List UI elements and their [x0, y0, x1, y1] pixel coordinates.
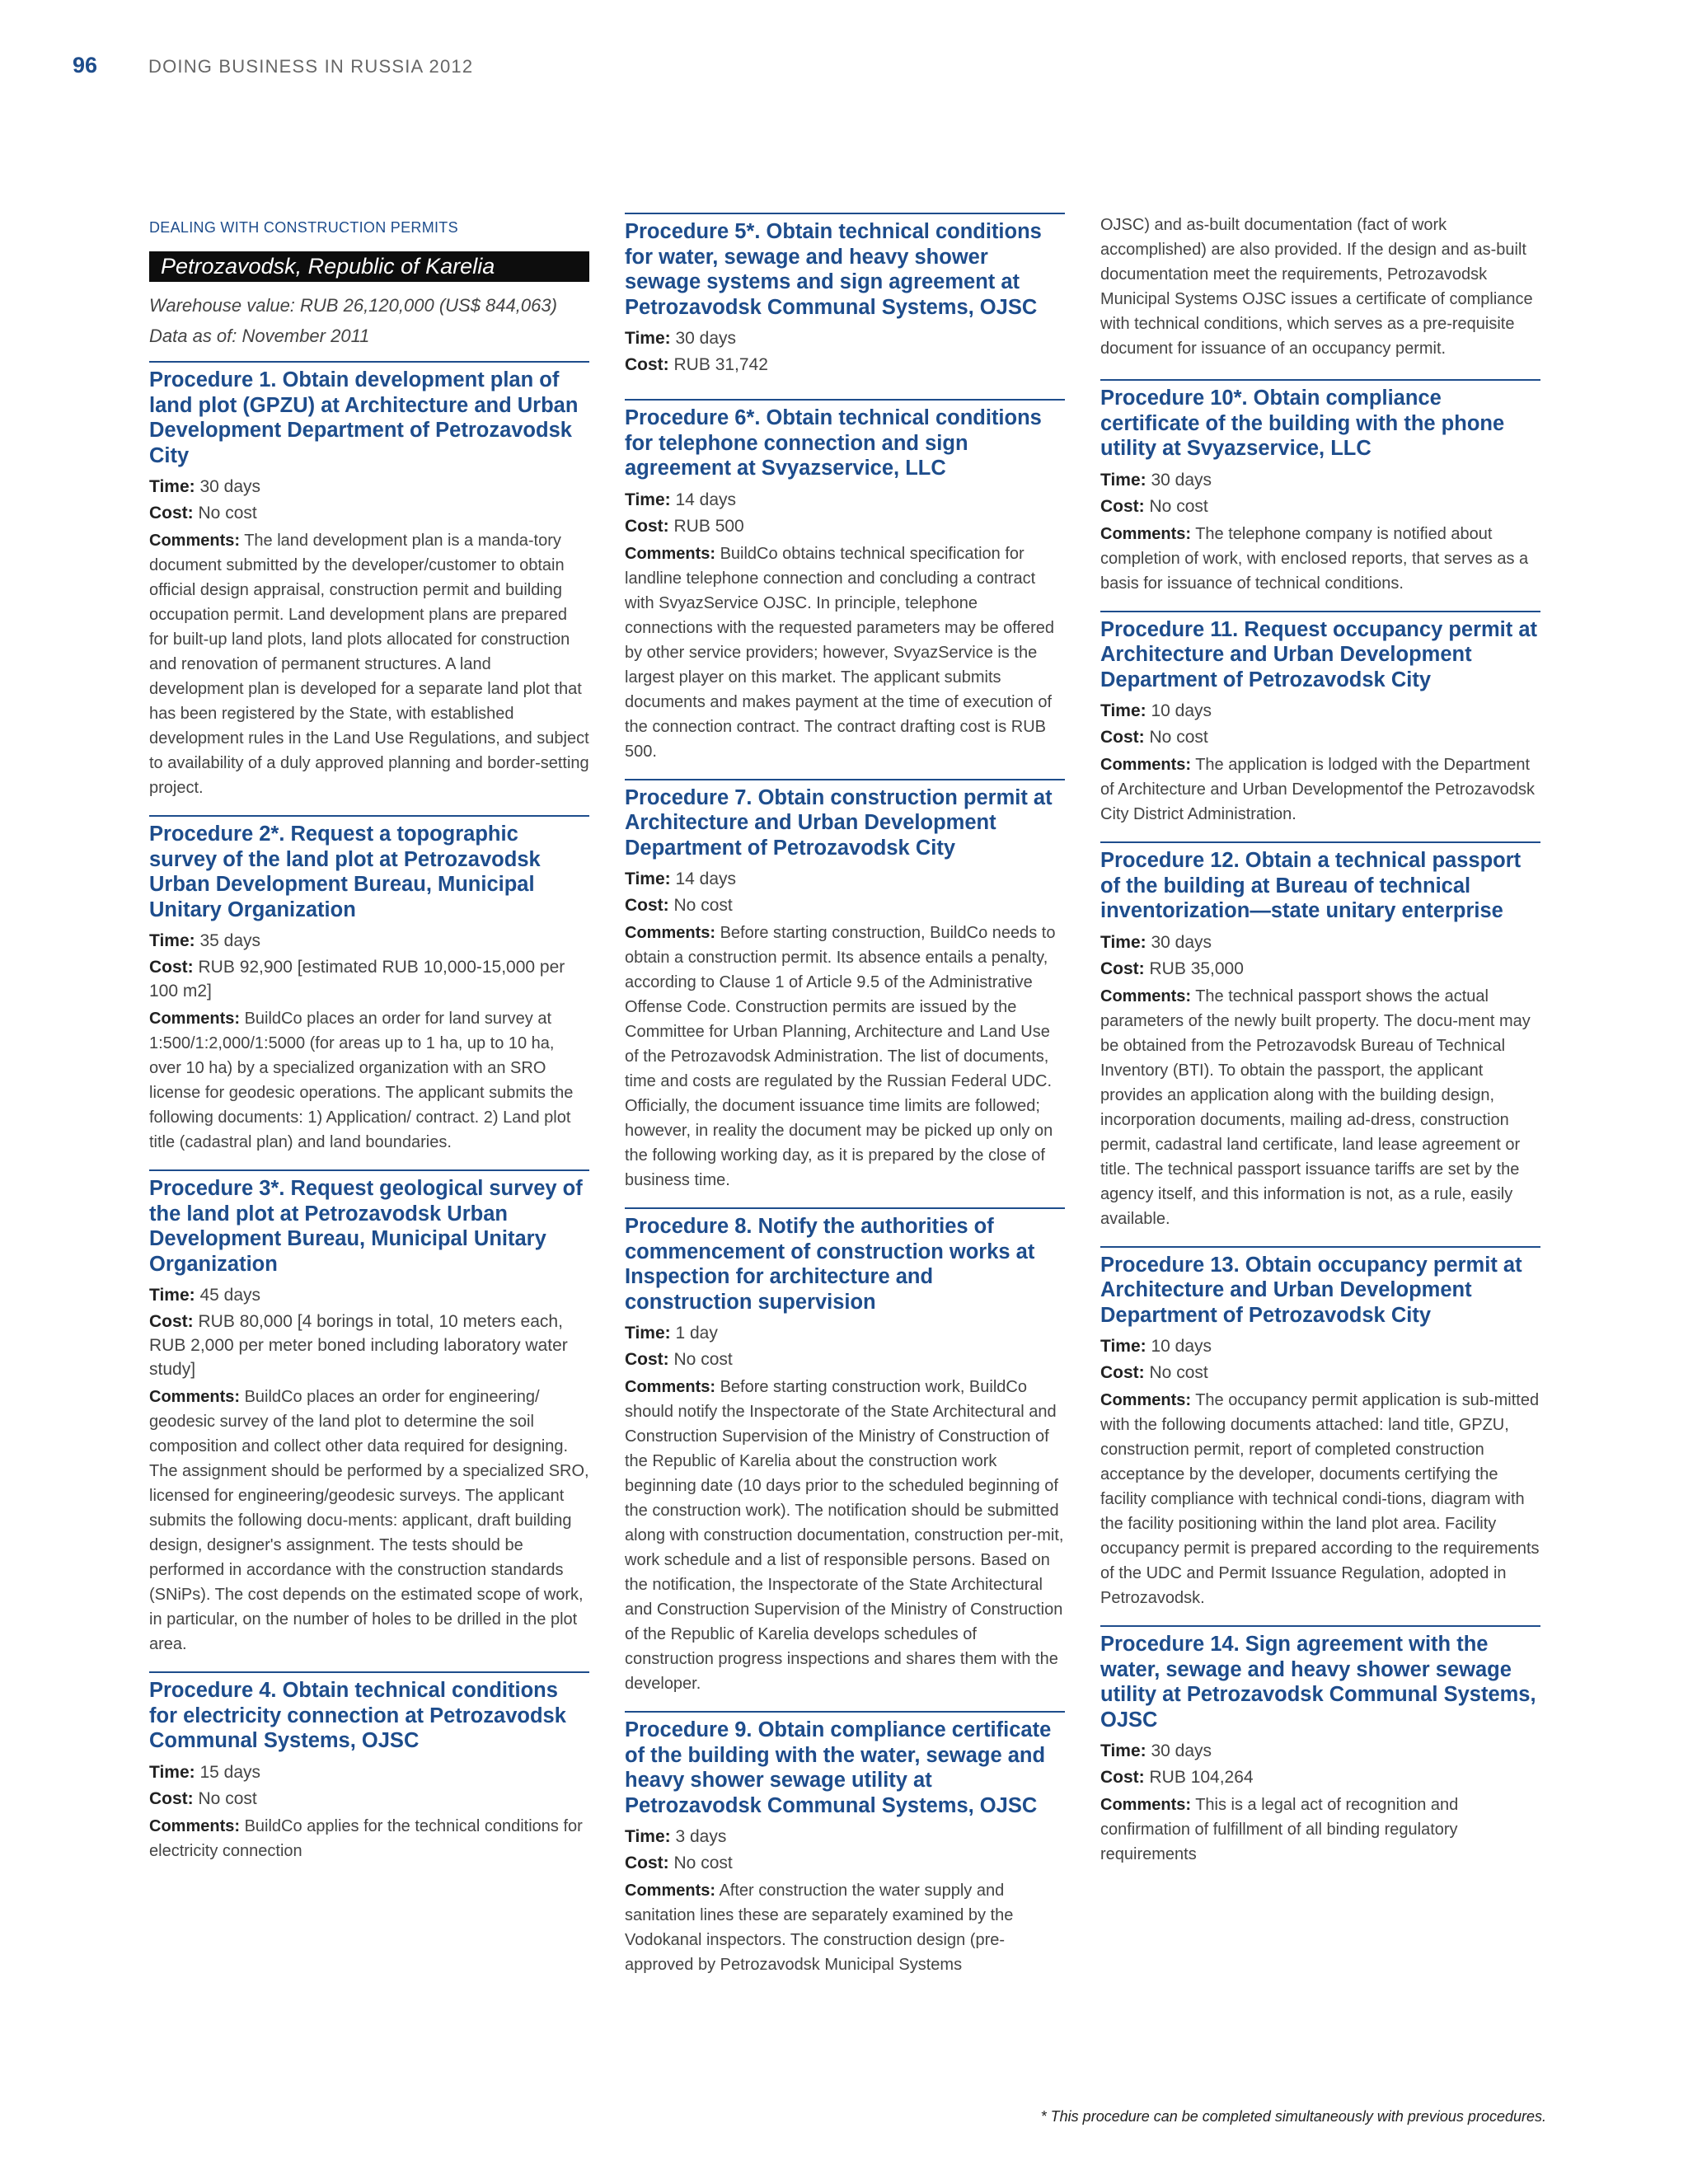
- time-value: 10 days: [1151, 701, 1212, 720]
- cost-value: RUB 104,264: [1149, 1768, 1254, 1787]
- procedure-comments: [149, 528, 589, 800]
- time-label: Time:: [1100, 932, 1146, 952]
- comments-text: BuildCo obtains technical specification for landline telephone connection and concluding a contract with SvyazService OJSC. In principle, telephone connections with the requested parameters may be offered by other service providers; however, SvyazService is the largest player on this market. The applicant submits documents and makes payment at the time of execution of the connection contract. The contract drafting cost is RUB 500.: [625, 544, 1055, 761]
- procedure-comments: [149, 1814, 589, 1863]
- comments-text: BuildCo applies for the technical conditions for electricity connection: [149, 1816, 583, 1860]
- procedure-time: [1100, 699, 1540, 723]
- comments-text: Before starting construction, BuildCo needs to obtain a construction permit. Its absence entails a penalty, according to Clause 1 of Article 9.5 of the Administrative Offense Code. Construction permits are issued by the Committee for Urban Planning, Architecture and Land Use of the Petrozavodsk Administration. The list of documents, time and costs are regulated by the Russian Federal UDC. Officially, the document issuance time limits are followed; however, in reality the document may be picked up only on the following working day, as it is prepared by the close of business time.: [625, 924, 1056, 1189]
- procedure-comments: [1100, 1793, 1540, 1867]
- procedure-9: [625, 1711, 1065, 1977]
- time-value: 45 days: [199, 1286, 261, 1305]
- comments-text: The occupancy permit application is sub-mitted with the following documents attached: land title, GPZU, construction permit, report of completed construction acceptance by the developer, documents certifying the facility compliance with technical condi-tions, diagram with the facility positioning within the land plot area. Facility occupancy permit is prepared according to the requirements of the UDC and Permit Issuance Regulation, adopted in Petrozavodsk.: [1100, 1391, 1540, 1607]
- time-label: Time:: [149, 1286, 195, 1305]
- section-label: DEALING WITH CONSTRUCTION PERMITS: [149, 219, 458, 236]
- cost-value: RUB 35,000: [1149, 958, 1244, 978]
- procedure-10: [1100, 379, 1540, 596]
- procedure-5: [625, 213, 1065, 391]
- time-value: 35 days: [199, 931, 261, 950]
- comments-text: This is a legal act of recognition and confirmation of fulfillment of all binding regulatory requirements: [1100, 1796, 1459, 1863]
- comments-label: Comments:: [625, 1378, 716, 1396]
- time-label: Time:: [1100, 1741, 1146, 1760]
- procedure-title: Procedure 8. Notify the authorities of commencement of construction works at Inspection for architecture and construction supervision: [625, 1215, 1035, 1314]
- time-label: Time:: [149, 477, 195, 496]
- procedure-time: [149, 1283, 589, 1307]
- procedure-title: Procedure 11. Request occupancy permit at Architecture and Urban Development Department of Petrozavodsk City: [1100, 617, 1538, 691]
- cost-value: No cost: [673, 1854, 733, 1872]
- cost-value: No cost: [198, 504, 257, 523]
- comments-text: The land development plan is a manda-tory document submitted by the developer/customer to obtain official design appraisal, construction permit and building occupation permit. Land development plans are prepared for built-up land plots, land plots allocated for construction and renovation of permanent structures. A land development plan is developed for a separate land plot that has been registered by the State, with established development rules in the Land Use Regulations, and subject to availability of a duly approved planning and border-setting project.: [149, 532, 589, 797]
- comments-text: After construction the water supply and sanitation lines these are separately examined by the Vodokanal inspectors. The construction design (pre-approved by Petrozavodsk Municipal Systems: [625, 1882, 1014, 1974]
- time-value: 10 days: [1151, 1337, 1212, 1356]
- cost-label: Cost:: [149, 1788, 194, 1808]
- comments-label: Comments:: [1100, 1796, 1192, 1814]
- procedure-time: [625, 488, 1065, 512]
- cost-label: Cost:: [625, 355, 669, 374]
- time-value: 3 days: [675, 1827, 727, 1846]
- time-value: 14 days: [675, 869, 737, 888]
- column-1: [149, 213, 589, 1878]
- comments-label: Comments:: [149, 1388, 241, 1406]
- cost-value: No cost: [1149, 496, 1208, 516]
- procedure-cost: [1100, 957, 1540, 981]
- procedure-cost: [149, 1310, 589, 1381]
- procedure-cost: [625, 514, 1065, 538]
- comments-text: BuildCo places an order for engineering/ geodesic survey of the land plot to determine the soil composition and collect other data required for designing. The assignment should be performed by a specialized SRO, licensed for engineering/geodesic surveys. The applicant submits the following docu-ments: applicant, draft building design, designer's assignment. The tests should be performed in accordance with the construction standards (SNiPs). The cost depends on the estimated scope of work, in particular, on the number of holes to be drilled in the plot area.: [149, 1388, 589, 1653]
- procedure-comments: [625, 1375, 1065, 1696]
- time-value: 30 days: [1151, 1741, 1212, 1760]
- warehouse-value: Warehouse value: RUB 26,120,000 (US$ 844,063): [149, 295, 557, 316]
- procedure-time: [1100, 930, 1540, 954]
- time-label: Time:: [149, 931, 195, 950]
- column-2: [625, 213, 1065, 1992]
- comments-text: BuildCo places an order for land survey at 1:500/1:2,000/1:5000 (for areas up to 1 ha, up to 10 ha, over 10 ha) by a specialized organization with an SRO license for geodesic operations. The applicant submits the following documents: 1) Application/ contract. 2) Land plot title (cadastral plan) and land boundaries.: [149, 1010, 574, 1151]
- procedure-cost: [149, 1787, 589, 1811]
- comments-text: The technical passport shows the actual parameters of the newly built property. The docu-ment may be obtained from the Petrozavodsk Bureau of Technical Inventory (BTI). To obtain the passport, the applicant provides an application along with the building design, incorporation documents, mailing ad-dress, construction permit, cadastral land certificate, land lease agreement or title. The technical passport issuance tariffs are set by the agency itself, and this information is not, as a rule, easily available.: [1100, 987, 1531, 1228]
- time-label: Time:: [625, 1324, 671, 1343]
- comments-label: Comments:: [1100, 756, 1192, 774]
- procedure-cost: [625, 1851, 1065, 1875]
- procedure-title: Procedure 4. Obtain technical conditions for electricity connection at Petrozavodsk Communal Systems, OJSC: [149, 1679, 566, 1752]
- footnote: * This procedure can be completed simultaneously with previous procedures.: [1040, 2108, 1546, 2125]
- comments-text: The application is lodged with the Department of Architecture and Urban Developmentof the Petrozavodsk City District Administration.: [1100, 756, 1535, 823]
- procedure-11: [1100, 611, 1540, 827]
- procedure-cost: [149, 501, 589, 525]
- procedure-1: [149, 361, 589, 800]
- procedure-cost: [625, 893, 1065, 917]
- cost-label: Cost:: [149, 1312, 194, 1331]
- procedure-8: [625, 1207, 1065, 1696]
- procedure-comments: [1100, 984, 1540, 1231]
- cost-label: Cost:: [1100, 958, 1145, 978]
- comments-label: Comments:: [149, 1816, 241, 1835]
- comments-label: Comments:: [1100, 1391, 1192, 1409]
- procedure-cost: [1100, 494, 1540, 518]
- cost-label: Cost:: [149, 504, 194, 523]
- time-label: Time:: [625, 1827, 671, 1846]
- comments-label: Comments:: [149, 1010, 241, 1028]
- procedure-title: Procedure 14. Sign agreement with the water, sewage and heavy shower sewage utility at Petrozavodsk Communal Systems, OJSC: [1100, 1633, 1536, 1732]
- procedure-time: [625, 1825, 1065, 1849]
- procedure-time: [149, 475, 589, 499]
- cost-label: Cost:: [625, 896, 669, 915]
- procedure-title: Procedure 1. Obtain development plan of land plot (GPZU) at Architecture and Urban Development Department of Petrozavodsk City: [149, 368, 579, 467]
- procedure-comments: [149, 1006, 589, 1155]
- cost-label: Cost:: [1100, 1363, 1145, 1382]
- procedure-comments: [625, 1878, 1065, 1977]
- procedure-cost: [1100, 725, 1540, 749]
- city-title: Petrozavodsk, Republic of Karelia: [149, 251, 589, 282]
- procedure-cost: [149, 955, 589, 1003]
- page-number: 96: [73, 53, 98, 77]
- cost-value: No cost: [1149, 728, 1208, 747]
- cost-value: RUB 80,000 [4 borings in total, 10 meters each, RUB 2,000 per meter boned including laboratory water study]: [149, 1312, 568, 1379]
- procedure-time: [625, 867, 1065, 891]
- procedure-cost: [625, 353, 1065, 377]
- comments-label: Comments:: [625, 1882, 716, 1900]
- procedure-comments: [625, 921, 1065, 1193]
- comments-label: Comments:: [625, 544, 716, 563]
- procedure-time: [1100, 1739, 1540, 1763]
- cost-label: Cost:: [625, 1854, 669, 1872]
- procedure-title: Procedure 13. Obtain occupancy permit at Architecture and Urban Development Department of Petrozavodsk City: [1100, 1253, 1522, 1327]
- continued-comments: OJSC) and as-built documentation (fact of work accomplished) are also provided. If the design and as-built documentation meet the requirements, Petrozavodsk Municipal Systems OJSC issues a certificate of compliance with technical conditions, which serves as a pre-requisite document for issuance of an occupancy permit.: [1100, 216, 1533, 358]
- comments-label: Comments:: [149, 532, 241, 550]
- cost-label: Cost:: [1100, 496, 1145, 516]
- time-value: 14 days: [675, 490, 737, 509]
- time-value: 30 days: [1151, 932, 1212, 952]
- comments-label: Comments:: [625, 924, 716, 942]
- procedure-12: [1100, 841, 1540, 1231]
- time-value: 30 days: [675, 329, 737, 348]
- cost-value: RUB 92,900 [estimated RUB 10,000-15,000 per 100 m2]: [149, 958, 565, 1001]
- cost-value: RUB 500: [673, 516, 744, 536]
- procedure-time: [1100, 468, 1540, 492]
- procedure-title: Procedure 7. Obtain construction permit at Architecture and Urban Development Department of Petrozavodsk City: [625, 785, 1053, 860]
- procedure-comments: [149, 1385, 589, 1657]
- procedure-comments: [1100, 522, 1540, 596]
- time-label: Time:: [1100, 1337, 1146, 1356]
- procedure-title: Procedure 5*. Obtain technical conditions for water, sewage and heavy shower sewage systems and sign agreement at Petrozavodsk Communal Systems, OJSC: [625, 220, 1042, 319]
- time-label: Time:: [625, 869, 671, 888]
- procedure-comments: [625, 541, 1065, 764]
- cost-label: Cost:: [625, 1350, 669, 1369]
- cost-label: Cost:: [149, 958, 194, 977]
- procedure-13: [1100, 1246, 1540, 1611]
- cost-label: Cost:: [1100, 1768, 1145, 1787]
- comments-label: Comments:: [1100, 524, 1192, 543]
- data-as-of: Data as of: November 2011: [149, 326, 370, 346]
- procedure-title: Procedure 10*. Obtain compliance certificate of the building with the phone utility at Svyazservice, LLC: [1100, 387, 1505, 460]
- procedure-time: [149, 929, 589, 953]
- comments-text: Before starting construction work, BuildCo should notify the Inspectorate of the State Architectural and Construction Supervision of the Ministry of Construction of the Republic of Karelia about the construction work beginning date (10 days prior to the scheduled beginning of the construction work). The notification should be submitted along with construction documentation, construction per-mit, work schedule and a list of responsible persons. Based on the notification, the Inspectorate of the State Architectural and Construction Supervision of the Ministry of Construction of the Republic of Karelia develops schedules of construction progress inspections and shares them with the developer.: [625, 1378, 1064, 1693]
- procedure-2: [149, 815, 589, 1155]
- procedure-cost: [625, 1347, 1065, 1371]
- time-label: Time:: [625, 329, 671, 348]
- procedure-4: [149, 1671, 589, 1863]
- cost-label: Cost:: [1100, 728, 1145, 747]
- procedure-time: [625, 326, 1065, 350]
- procedure-title: Procedure 6*. Obtain technical conditions for telephone connection and sign agreement at Svyazservice, LLC: [625, 406, 1042, 480]
- cost-value: No cost: [198, 1788, 257, 1808]
- running-title: DOING BUSINESS IN RUSSIA 2012: [148, 56, 474, 77]
- comments-label: Comments:: [1100, 987, 1192, 1005]
- procedure-time: [625, 1321, 1065, 1345]
- time-label: Time:: [1100, 470, 1146, 490]
- cost-value: RUB 31,742: [673, 355, 768, 374]
- time-value: 15 days: [199, 1762, 261, 1782]
- procedure-time: [149, 1760, 589, 1784]
- cost-value: No cost: [673, 1350, 733, 1369]
- procedure-title: Procedure 3*. Request geological survey of the land plot at Petrozavodsk Urban Development Bureau, Municipal Unitary Organization: [149, 1177, 583, 1276]
- time-label: Time:: [1100, 701, 1146, 720]
- procedure-title: Procedure 2*. Request a topographic survey of the land plot at Petrozavodsk Urban Development Bureau, Municipal Unitary Organization: [149, 823, 541, 921]
- procedure-title: Procedure 9. Obtain compliance certificate of the building with the water, sewage and heavy shower sewage utility at Petrozavodsk Communal Systems, OJSC: [625, 1718, 1052, 1817]
- time-value: 30 days: [199, 477, 261, 496]
- procedure-comments: [1100, 752, 1540, 827]
- page-header: [73, 53, 473, 86]
- cost-value: No cost: [673, 896, 733, 915]
- column-3: [1100, 213, 1540, 1882]
- procedure-3: [149, 1169, 589, 1657]
- procedure-6: [625, 399, 1065, 764]
- procedure-comments: [1100, 1388, 1540, 1610]
- procedure-cost: [1100, 1765, 1540, 1789]
- time-value: 1 day: [675, 1324, 718, 1343]
- procedure-cost: [1100, 1361, 1540, 1385]
- time-value: 30 days: [1151, 470, 1212, 490]
- comments-text: The telephone company is notified about completion of work, with enclosed reports, that serves as a basis for issuance of technical conditions.: [1100, 524, 1529, 593]
- procedure-7: [625, 779, 1065, 1193]
- cost-value: No cost: [1149, 1363, 1208, 1382]
- time-label: Time:: [149, 1762, 195, 1782]
- cost-label: Cost:: [625, 516, 669, 536]
- procedure-title: Procedure 12. Obtain a technical passport of the building at Bureau of technical inventorization—state unitary enterprise: [1100, 849, 1522, 922]
- procedure-time: [1100, 1334, 1540, 1358]
- time-label: Time:: [625, 490, 671, 509]
- procedure-14: [1100, 1625, 1540, 1867]
